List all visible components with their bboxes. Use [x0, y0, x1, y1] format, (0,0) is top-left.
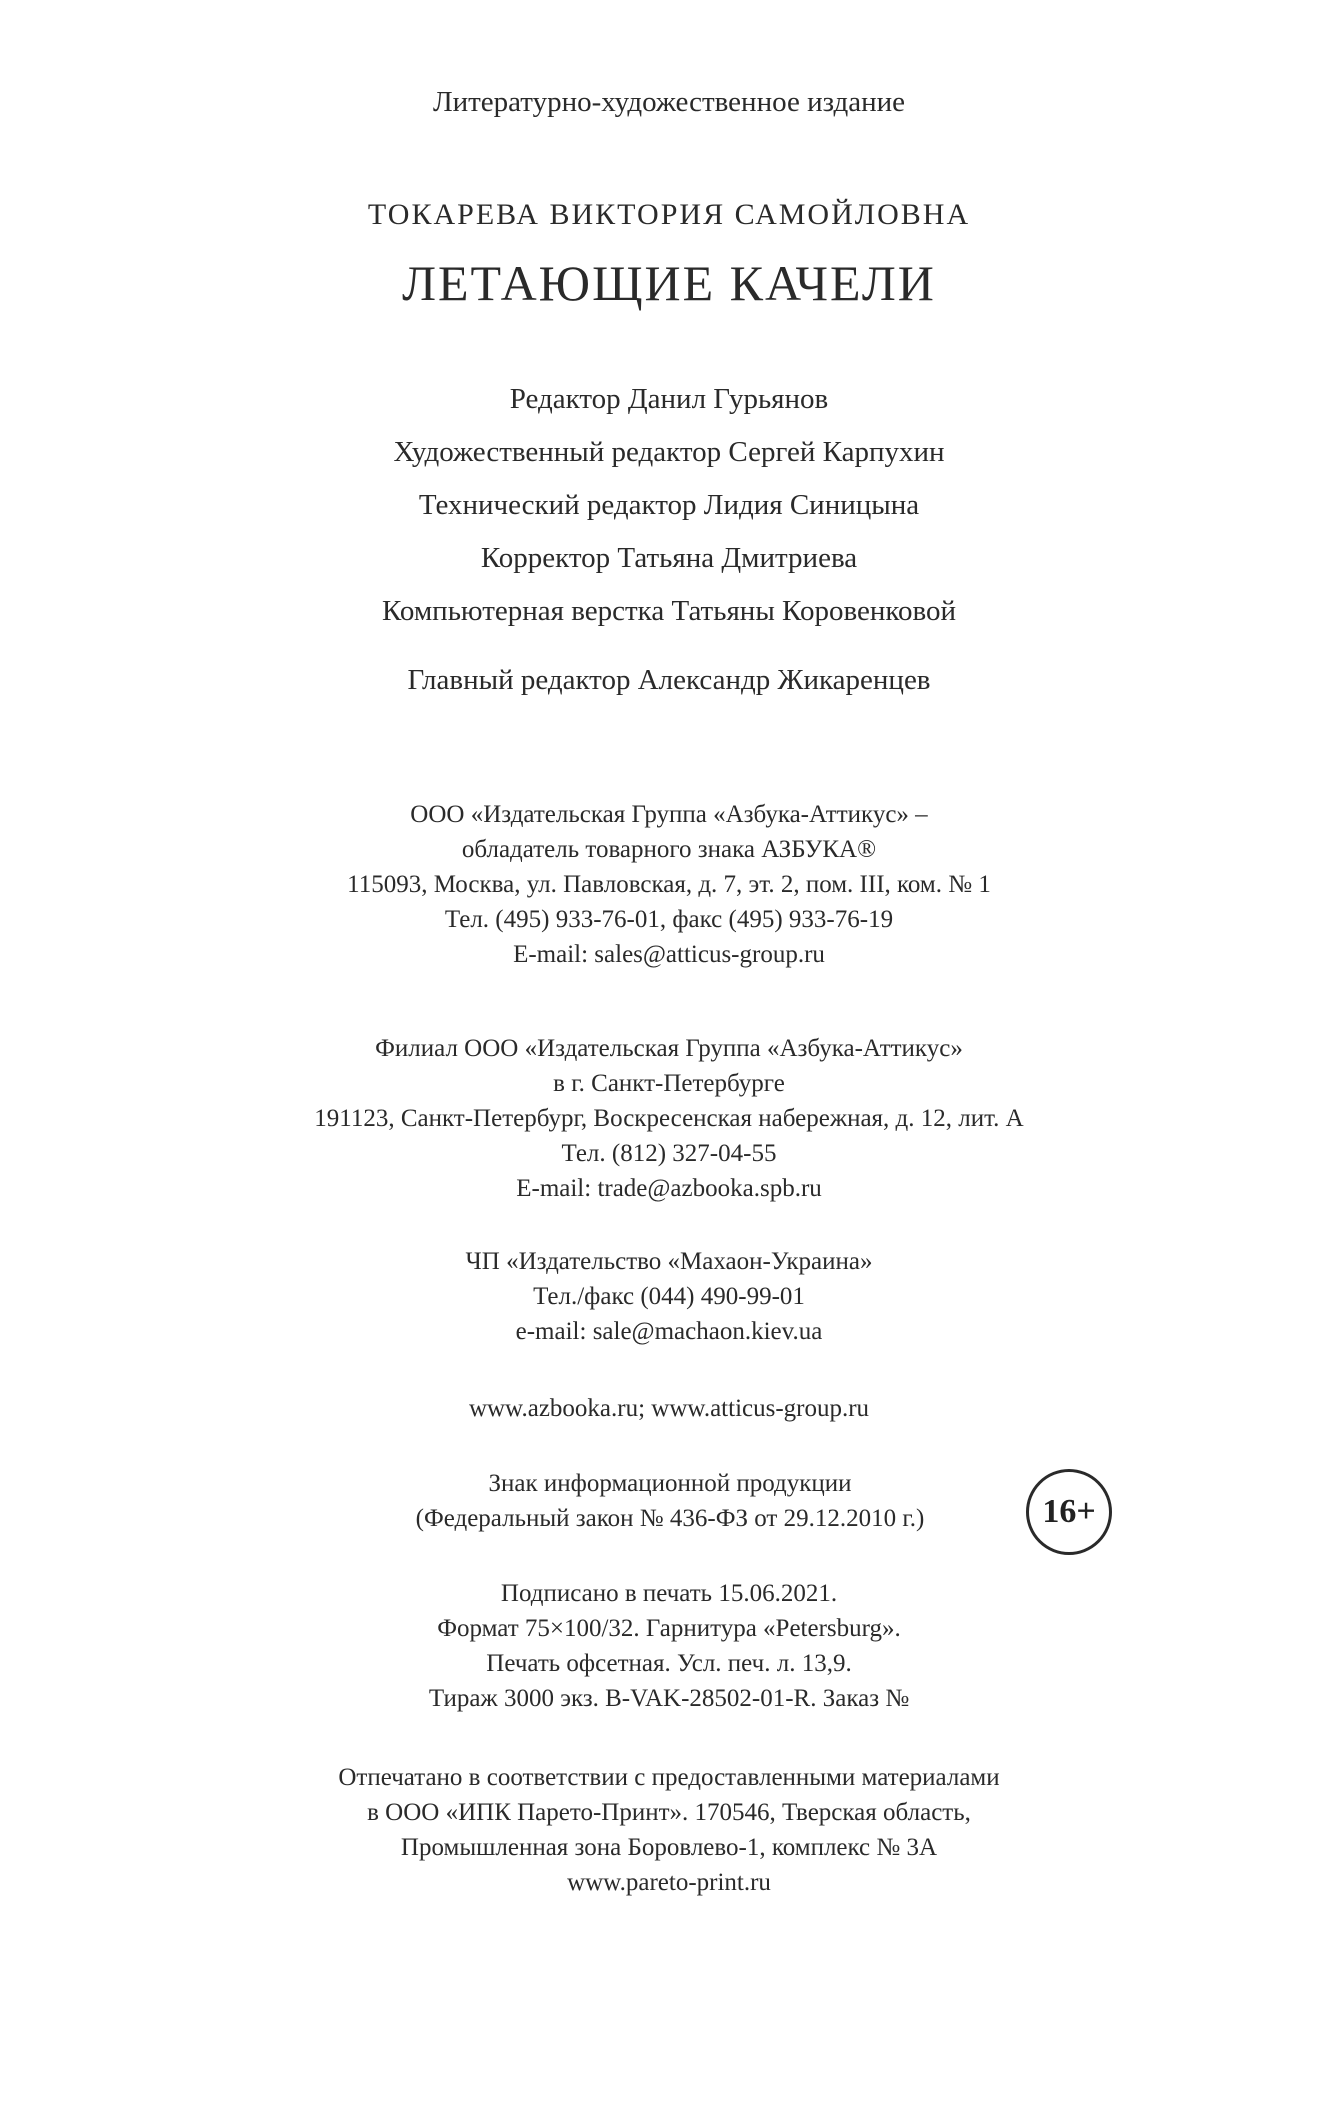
publisher-ukraine-line: Тел./факс (044) 490-99-01 [533, 1283, 805, 1310]
credit-layout: Компьютерная верстка Татьяны Коровенковой [381, 595, 956, 627]
print-detail-line: Подписано в печать 15.06.2021. [500, 1580, 838, 1607]
info-mark-law: (Федеральный закон № 436-ФЗ от 29.12.2010 г.) [415, 1505, 925, 1532]
book-title: ЛЕТАЮЩИЕ КАЧЕЛИ [402, 255, 936, 311]
printing-house-line: Отпечатано в соответствии с предоставленными материалами [338, 1764, 1000, 1791]
print-details [0, 1576, 1338, 1716]
chief-editor: Главный редактор Александр Жикаренцев [407, 664, 931, 696]
print-detail-line: Печать офсетная. Усл. печ. л. 13,9. [486, 1650, 852, 1677]
publisher-main-line: Тел. (495) 933-76-01, факс (495) 933-76-19 [444, 906, 894, 933]
publisher-ukraine-line: e-mail: sale@machaon.kiev.ua [515, 1318, 823, 1345]
printing-house-site: www.pareto-print.ru [567, 1869, 771, 1896]
publisher-branch-line: Тел. (812) 327-04-55 [561, 1140, 777, 1167]
publisher-main-line: 115093, Москва, ул. Павловская, д. 7, эт. 2, пом. III, ком. № 1 [347, 871, 991, 898]
printing-house [0, 1760, 1338, 1900]
author-name: ТОКАРЕВА ВИКТОРИЯ САМОЙЛОВНА [367, 198, 971, 231]
age-rating-badge: 16+ [1026, 1469, 1112, 1555]
info-mark-line: Знак информационной продукции [488, 1470, 852, 1497]
info-product-mark [340, 1466, 1000, 1536]
credit-tech-editor: Технический редактор Лидия Синицына [418, 489, 920, 521]
print-detail-line: Формат 75×100/32. Гарнитура «Petersburg». [437, 1615, 901, 1642]
publisher-branch-line: 191123, Санкт-Петербург, Воскресенская набережная, д. 12, лит. А [314, 1105, 1024, 1132]
printing-house-line: в ООО «ИПК Парето-Принт». 170546, Тверская область, [367, 1799, 971, 1826]
publisher-branch-line: E-mail: trade@azbooka.spb.ru [516, 1175, 822, 1202]
edition-type: Литературно-художественное издание [432, 86, 906, 118]
credit-art-editor: Художественный редактор Сергей Карпухин [393, 436, 945, 468]
credit-proofreader: Корректор Татьяна Дмитриева [480, 542, 858, 574]
publisher-branch-line: Филиал ООО «Издательская Группа «Азбука-Аттикус» [375, 1035, 963, 1062]
publisher-branch-line: в г. Санкт-Петербурге [553, 1070, 785, 1097]
publisher-ukraine [0, 1244, 1338, 1349]
credit-editor: Редактор Данил Гурьянов [509, 383, 829, 415]
publisher-main [0, 797, 1338, 972]
staff-credits [0, 373, 1338, 638]
publisher-main-line: ООО «Издательская Группа «Азбука-Аттикус» – [410, 801, 928, 828]
printing-house-line: Промышленная зона Боровлево-1, комплекс № 3А [400, 1834, 938, 1861]
publisher-main-line: E-mail: sales@atticus-group.ru [513, 941, 825, 968]
print-detail-line: Тираж 3000 экз. B-VAK-28502-01-R. Заказ № [428, 1685, 910, 1712]
publisher-branch [0, 1031, 1338, 1206]
publisher-ukraine-line: ЧП «Издательство «Махаон-Украина» [465, 1248, 873, 1275]
websites: www.azbooka.ru; www.atticus-group.ru [468, 1395, 870, 1422]
publisher-main-line: обладатель товарного знака АЗБУКА® [461, 836, 877, 863]
